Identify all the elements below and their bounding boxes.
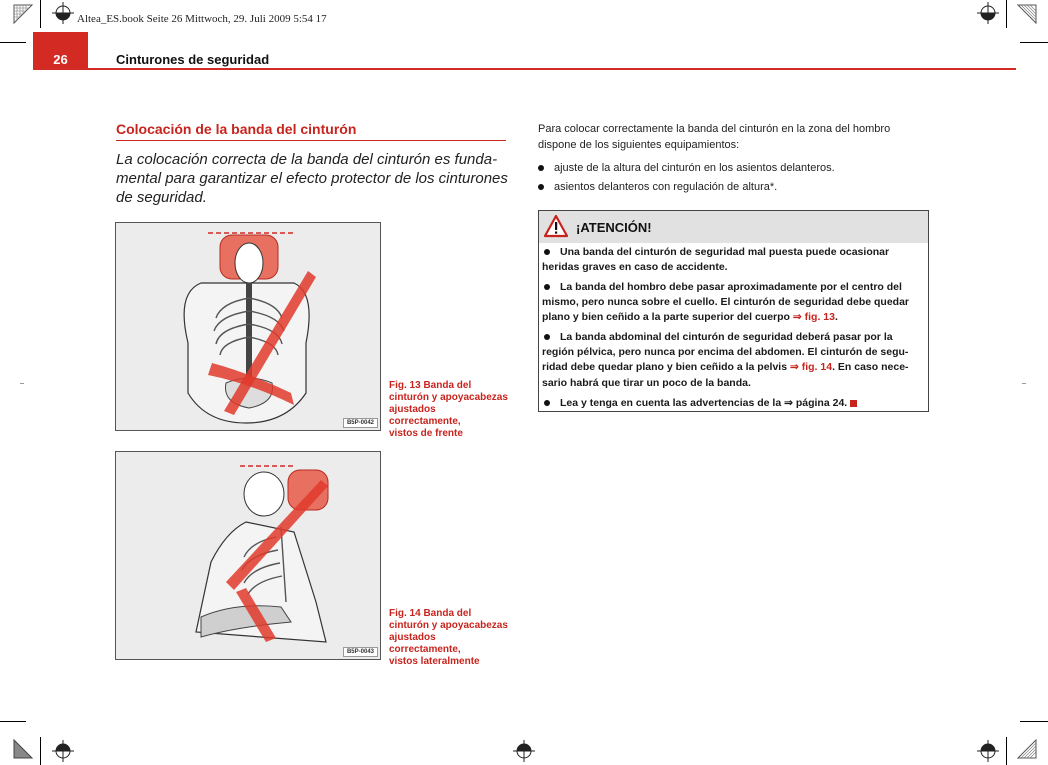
crosshair-icon bbox=[977, 2, 999, 24]
warning-line: La banda del hombro debe pasar aproximadamente por el centro del bbox=[560, 281, 902, 293]
section-title: Cinturones de seguridad bbox=[116, 52, 270, 67]
bullet-text: ajuste de la altura del cinturón en los asientos delanteros. bbox=[554, 162, 835, 174]
warning-line: Lea y tenga en cuenta las advertencias de la bbox=[560, 397, 782, 409]
seatbelt-front-illustration bbox=[116, 223, 380, 430]
caption-line: cinturón y apoyacabezas bbox=[389, 392, 508, 403]
figure-link[interactable]: fig. 14 bbox=[801, 361, 833, 374]
caption-line: vistos de frente bbox=[389, 428, 463, 439]
crosshair-icon bbox=[977, 740, 999, 762]
bullet-item bbox=[538, 179, 928, 195]
paragraph-line: dispone de los siguientes equipamientos: bbox=[538, 139, 740, 151]
intro-line: de seguridad. bbox=[116, 189, 207, 206]
warning-item bbox=[542, 396, 924, 411]
crosshair-icon bbox=[513, 740, 535, 762]
warning-line: mismo, pero nunca sobre el cuello. El cinturón de seguridad debe quedar bbox=[542, 296, 909, 309]
figure-13-caption bbox=[389, 380, 509, 440]
bullet-icon bbox=[538, 184, 544, 190]
arrow-icon: ⇒ bbox=[784, 397, 793, 409]
caption-line: ajustados correctamente, bbox=[389, 404, 461, 427]
bullet-text: asientos delanteros con regulación de altura*. bbox=[554, 181, 778, 193]
page-link[interactable]: página 24. bbox=[795, 397, 848, 409]
warning-line-tail: . En caso nece- bbox=[832, 361, 909, 374]
caption-line: cinturón y apoyacabezas bbox=[389, 620, 508, 631]
crop-mark bbox=[1020, 42, 1048, 43]
crop-mark bbox=[0, 42, 26, 43]
warning-line: heridas graves en caso de accidente. bbox=[542, 261, 728, 274]
registration-mark-icon bbox=[1016, 738, 1038, 760]
arrow-icon: ⇒ bbox=[792, 311, 802, 324]
warning-line: Una banda del cinturón de seguridad mal puesta puede ocasionar bbox=[560, 246, 890, 258]
margin-tick bbox=[20, 383, 24, 384]
caption-line: Fig. 14 Banda del bbox=[389, 608, 472, 619]
crop-mark bbox=[40, 0, 41, 28]
warning-line: La banda abdominal del cinturón de seguridad deberá pasar por la bbox=[560, 331, 893, 343]
crosshair-icon bbox=[52, 740, 74, 762]
figure-link[interactable]: fig. 13 bbox=[804, 311, 835, 324]
registration-mark-icon bbox=[12, 738, 34, 760]
caption-line: ajustados correctamente, bbox=[389, 632, 461, 655]
page-number: 26 bbox=[53, 52, 68, 67]
warning-item bbox=[542, 245, 924, 275]
margin-tick bbox=[1022, 383, 1026, 384]
warning-line-tail: . bbox=[834, 311, 838, 324]
figure-id: B5P-0043 bbox=[343, 647, 378, 657]
equipment-paragraph bbox=[538, 121, 928, 153]
registration-mark-icon bbox=[12, 3, 34, 25]
heading-rule bbox=[116, 140, 506, 141]
bullet-icon bbox=[544, 400, 550, 406]
article-heading: Colocación de la banda del cinturón bbox=[116, 121, 357, 137]
caption-line: Fig. 13 Banda del bbox=[389, 380, 472, 391]
bullet-icon bbox=[544, 334, 550, 340]
bullet-icon bbox=[538, 165, 544, 171]
warning-line: región pélvica, pero nunca por encima del abdomen. El cinturón de segu- bbox=[542, 346, 909, 359]
crop-mark bbox=[1020, 721, 1048, 722]
warning-line: plano y bien ceñido a la parte superior del cuerpo bbox=[542, 311, 790, 324]
header-rule bbox=[88, 68, 1016, 70]
crop-mark bbox=[1006, 737, 1007, 765]
bullet-item bbox=[538, 160, 928, 176]
warning-triangle-icon bbox=[543, 214, 569, 238]
figure-14-side-view bbox=[115, 451, 381, 660]
end-square-icon bbox=[850, 400, 857, 407]
intro-text bbox=[116, 150, 511, 207]
arrow-icon: ⇒ bbox=[790, 361, 799, 374]
registration-mark-icon bbox=[1016, 3, 1038, 25]
warning-title: ¡ATENCIÓN! bbox=[576, 220, 652, 235]
crop-mark bbox=[40, 737, 41, 765]
warning-item bbox=[542, 330, 924, 391]
crop-mark bbox=[1006, 0, 1007, 28]
warning-line: sario habrá que tirar un poco de la banda. bbox=[542, 376, 751, 389]
seatbelt-side-illustration bbox=[116, 452, 380, 659]
warning-line: ridad debe quedar plano y bien ceñido a la pelvis bbox=[542, 361, 788, 374]
figure-13-front-view bbox=[115, 222, 381, 431]
print-header: Altea_ES.book Seite 26 Mittwoch, 29. Juli 2009 5:54 17 bbox=[77, 13, 327, 25]
crosshair-icon bbox=[52, 2, 74, 24]
intro-line: mental para garantizar el efecto protector de los cinturones bbox=[116, 170, 508, 187]
bullet-icon bbox=[544, 284, 550, 290]
bullet-icon bbox=[544, 249, 550, 255]
caption-line: vistos lateralmente bbox=[389, 656, 480, 667]
paragraph-line: Para colocar correctamente la banda del cinturón en la zona del hombro bbox=[538, 123, 891, 135]
figure-id: B5P-0042 bbox=[343, 418, 378, 428]
crop-mark bbox=[0, 721, 26, 722]
warning-item bbox=[542, 280, 924, 326]
figure-14-caption bbox=[389, 608, 509, 668]
intro-line: La colocación correcta de la banda del cinturón es funda- bbox=[116, 151, 498, 168]
